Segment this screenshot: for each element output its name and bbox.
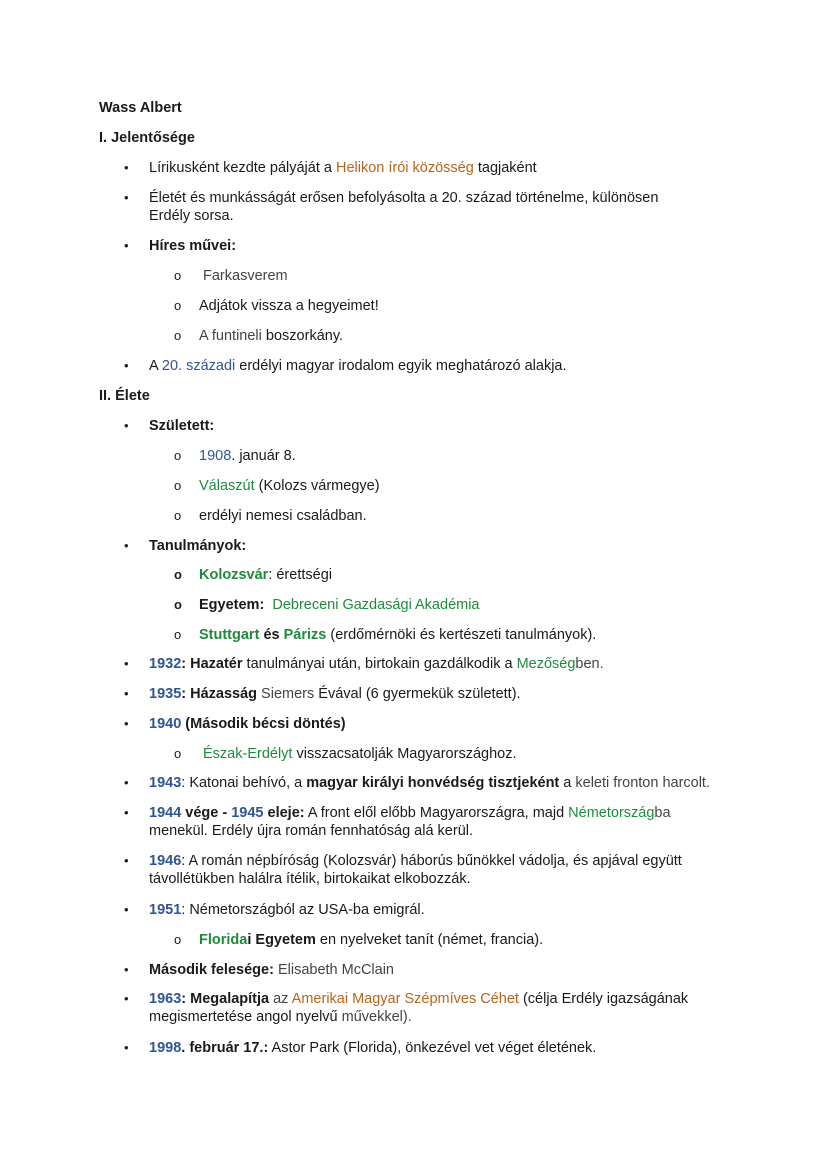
- sub-bullet: o: [174, 627, 182, 642]
- list-item: Híres művei:: [149, 238, 237, 254]
- event-1998: 1998. február 17.: Astor Park (Florida), önkezével vet véget életének.: [149, 1040, 597, 1056]
- sub-item: Kolozsvár: érettségi: [199, 567, 332, 583]
- work-item: Adjátok vissza a hegyeimet!: [199, 298, 379, 314]
- bullet: •: [124, 902, 129, 917]
- event-1935: 1935: Házasság Siemers Évával (6 gyermekük született).: [149, 686, 521, 702]
- sub-item: Egyetem: Debreceni Gazdasági Akadémia: [199, 597, 480, 613]
- event-1932: 1932: Hazatér tanulmányai után, birtokain gazdálkodik a Mezőségben.: [149, 656, 604, 672]
- sub-item: Észak-Erdélyt visszacsatolják Magyarországhoz.: [203, 746, 517, 762]
- sub-item: Floridai Egyetem en nyelveket tanít (német, francia).: [199, 932, 544, 948]
- event-1943: 1943: Katonai behívó, a magyar királyi honvédség tisztjeként a keleti fronton harcolt.: [149, 775, 710, 791]
- bullet: •: [124, 238, 129, 253]
- work-item: Farkasverem: [203, 268, 288, 284]
- bullet: •: [124, 358, 129, 373]
- sub-bullet: o: [174, 448, 182, 463]
- list-item: Született:: [149, 418, 215, 434]
- bullet: •: [124, 991, 129, 1006]
- sub-item: Válaszút (Kolozs vármegye): [199, 478, 380, 494]
- sub-bullet: o: [174, 567, 182, 582]
- bullet: •: [124, 656, 129, 671]
- event-1946-cont: távollétükben halálra ítélik, birtokaikat elkobozzák.: [149, 871, 471, 887]
- list-item-cont: Erdély sorsa.: [149, 208, 234, 224]
- bullet: •: [124, 716, 129, 731]
- list-item: Lírikusként kezdte pályáját a Helikon írói közösség tagjaként: [149, 160, 537, 176]
- sub-item: Stuttgart és Párizs (erdőmérnöki és kertészeti tanulmányok).: [199, 627, 597, 643]
- bullet: •: [124, 686, 129, 701]
- section-heading: II. Élete: [99, 388, 150, 404]
- event-1940: 1940 (Második bécsi döntés): [149, 716, 346, 732]
- event-1946: 1946: A román népbíróság (Kolozsvár) háborús bűnökkel vádolja, és apjával együtt: [149, 853, 682, 869]
- bullet: •: [124, 775, 129, 790]
- wife: Második felesége: Elisabeth McClain: [149, 962, 394, 978]
- list-item: A 20. századi erdélyi magyar irodalom egyik meghatározó alakja.: [149, 358, 567, 374]
- event-1944-cont: menekül. Erdély újra román fennhatóság alá kerül.: [149, 823, 474, 839]
- bullet: •: [124, 418, 129, 433]
- bullet: •: [124, 538, 129, 553]
- list-item: Tanulmányok:: [149, 538, 247, 554]
- sub-bullet: o: [174, 298, 182, 313]
- sub-bullet: o: [174, 932, 182, 947]
- event-1944: 1944 vége - 1945 eleje: A front elől előbb Magyarországra, majd Németországba: [149, 805, 671, 821]
- bullet: •: [124, 160, 129, 175]
- bullet: •: [124, 190, 129, 205]
- event-1963: 1963: Megalapítja az Amerikai Magyar Szépmíves Céhet (célja Erdély igazságának: [149, 991, 689, 1007]
- sub-bullet: o: [174, 268, 182, 283]
- sub-bullet: o: [174, 508, 182, 523]
- sub-bullet: o: [174, 478, 182, 493]
- event-1963-cont: megismertetése angol nyelvű művekkel).: [149, 1009, 412, 1025]
- work-item: A funtineli boszorkány.: [199, 328, 344, 344]
- bullet: •: [124, 805, 129, 820]
- event-1951: 1951: Németországból az USA-ba emigrál.: [149, 902, 425, 918]
- bullet: •: [124, 962, 129, 977]
- sub-bullet: o: [174, 597, 182, 612]
- document-title: Wass Albert: [99, 100, 182, 116]
- sub-item: erdélyi nemesi családban.: [199, 508, 367, 524]
- section-heading: I. Jelentősége: [99, 130, 195, 146]
- bullet: •: [124, 1040, 129, 1055]
- sub-bullet: o: [174, 746, 182, 761]
- bullet: •: [124, 853, 129, 868]
- sub-item: 1908. január 8.: [199, 448, 296, 464]
- sub-bullet: o: [174, 328, 182, 343]
- list-item: Életét és munkásságát erősen befolyásolta a 20. század történelme, különösen: [149, 190, 659, 206]
